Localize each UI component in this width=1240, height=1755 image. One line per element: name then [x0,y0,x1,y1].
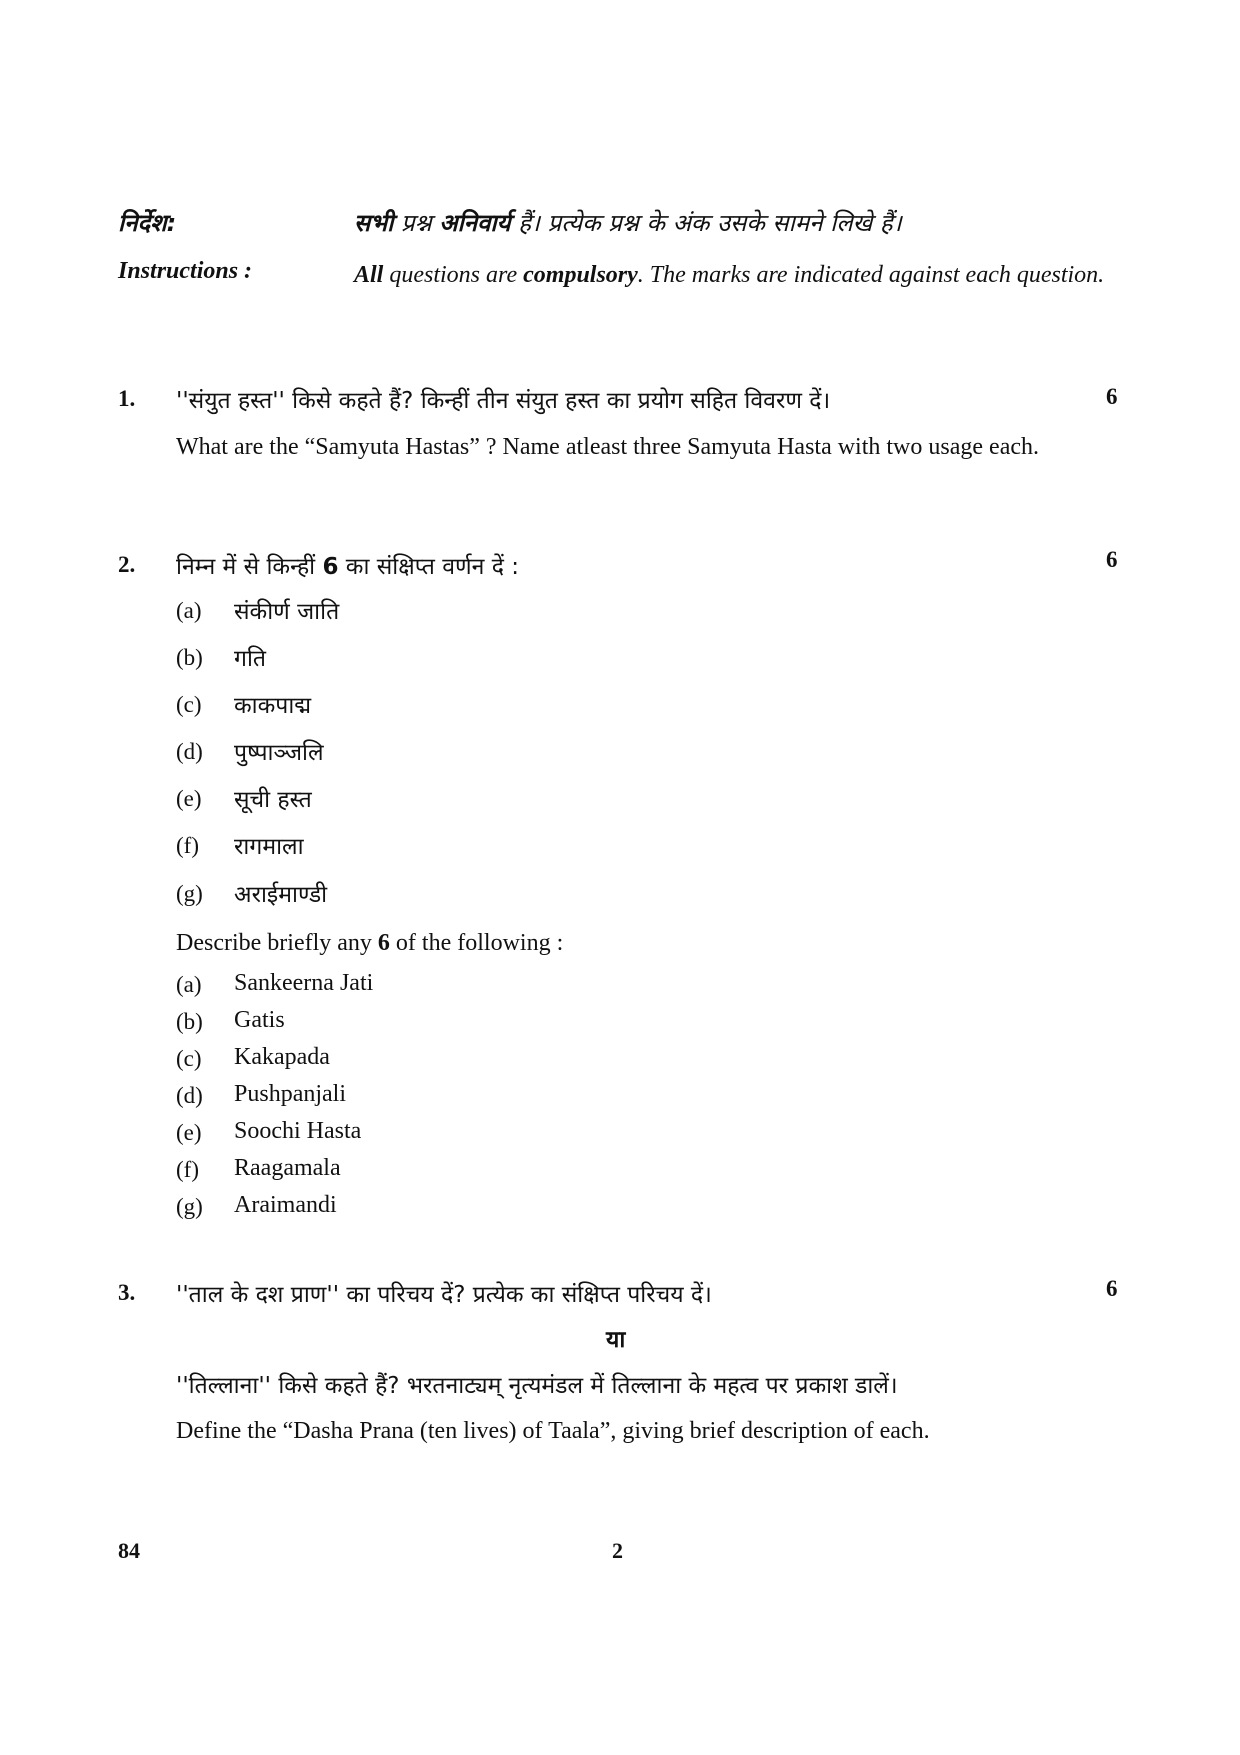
q2-en-option-text: Soochi Hasta [234,1118,362,1144]
question-2-hindi-bold: 6 [322,554,339,580]
instructions-label-hindi: निर्देश: [118,209,177,237]
question-1-marks: 6 [1106,384,1118,409]
question-2-english-post: of the following : [389,930,564,956]
q2-hi-option-label: (a) [176,598,202,623]
instructions-text-hindi [354,206,902,239]
q2-hi-option-text: सूची हस्त [234,787,312,813]
question-2-marks: 6 [1106,547,1118,572]
q2-en-option-text: Pushpanjali [234,1081,346,1107]
question-3-or: या [606,1327,626,1353]
q2-hi-option-text: पुष्पाञ्जलि [234,740,324,766]
q2-en-option-text: Raagamala [234,1155,341,1181]
q2-en-option-text: Sankeerna Jati [234,970,374,996]
instructions-english-rest: . The marks are indicated against each question. [637,262,1105,288]
q2-en-option-text: Gatis [234,1007,285,1033]
question-1-number: 1. [118,386,136,411]
question-3-english: Define the “Dasha Prana (ten lives) of Taala”, giving brief description of each. [176,1418,930,1444]
instructions-hindi-bold-compulsory: अनिवार्य [439,209,511,237]
q2-hi-option-text: संकीर्ण जाति [234,599,340,625]
question-1-hindi: ''संयुत हस्त'' किसे कहते हैं? किन्हीं तीन संयुत हस्त का प्रयोग सहित विवरण दें। [176,388,831,414]
q2-hi-option-text: काकपाद्म [234,693,312,719]
q2-hi-option-label: (g) [176,881,203,906]
instructions-hindi-mid: प्रश्न [393,209,440,237]
instructions-label-english: Instructions : [118,258,253,284]
q2-en-option-label: (f) [176,1157,199,1182]
question-2-english-bold: 6 [377,930,390,956]
q2-en-option-text: Araimandi [234,1192,337,1218]
question-2-number: 2. [118,552,136,577]
question-2-english [176,926,563,960]
paper-code: 84 [118,1538,140,1563]
q2-en-option-label: (d) [176,1083,203,1108]
page-number: 2 [612,1538,623,1563]
question-2-hindi-post: का संक्षिप्त वर्णन दें : [338,554,519,580]
question-3-hindi-alternative: ''तिल्लाना'' किसे कहते हैं? भरतनाट्यम् नृत्यमंडल में तिल्लाना के महत्व पर प्रकाश डालें। [176,1373,898,1399]
q2-hi-option-text: अराईमाण्डी [234,882,328,908]
q2-hi-option-label: (d) [176,739,203,764]
q2-en-option-label: (e) [176,1120,202,1145]
q2-en-option-label: (g) [176,1194,203,1219]
question-3-hindi: ''ताल के दश प्राण'' का परिचय दें? प्रत्येक का संक्षिप्त परिचय दें। [176,1282,712,1308]
q2-en-option-text: Kakapada [234,1044,330,1070]
q2-hi-option-label: (f) [176,833,199,858]
question-3-number: 3. [118,1280,136,1305]
question-1-english: What are the “Samyuta Hastas” ? Name atleast three Samyuta Hasta with two usage each. [176,434,1039,460]
question-2-english-pre: Describe briefly any [176,930,378,956]
instructions-english-mid: questions are [383,262,524,288]
question-2-hindi [176,549,519,581]
question-3-marks: 6 [1106,1276,1118,1301]
q2-en-option-label: (c) [176,1046,202,1071]
q2-hi-option-text: रागमाला [234,834,304,860]
q2-hi-option-text: गति [234,646,267,672]
q2-hi-option-label: (e) [176,786,202,811]
question-2-hindi-pre: निम्न में से किन्हीं [176,554,323,580]
q2-en-option-label: (b) [176,1009,203,1034]
instructions-text-english [354,256,1126,294]
instructions-hindi-bold-all: सभी [354,209,394,237]
instructions-hindi-rest: हैं। प्रत्येक प्रश्न के अंक उसके सामने लिखे हैं। [510,209,902,237]
instructions-english-bold-all: All [354,262,384,288]
q2-hi-option-label: (b) [176,645,203,670]
instructions-english-bold-compulsory: compulsory [523,262,638,288]
q2-hi-option-label: (c) [176,692,202,717]
q2-en-option-label: (a) [176,972,202,997]
